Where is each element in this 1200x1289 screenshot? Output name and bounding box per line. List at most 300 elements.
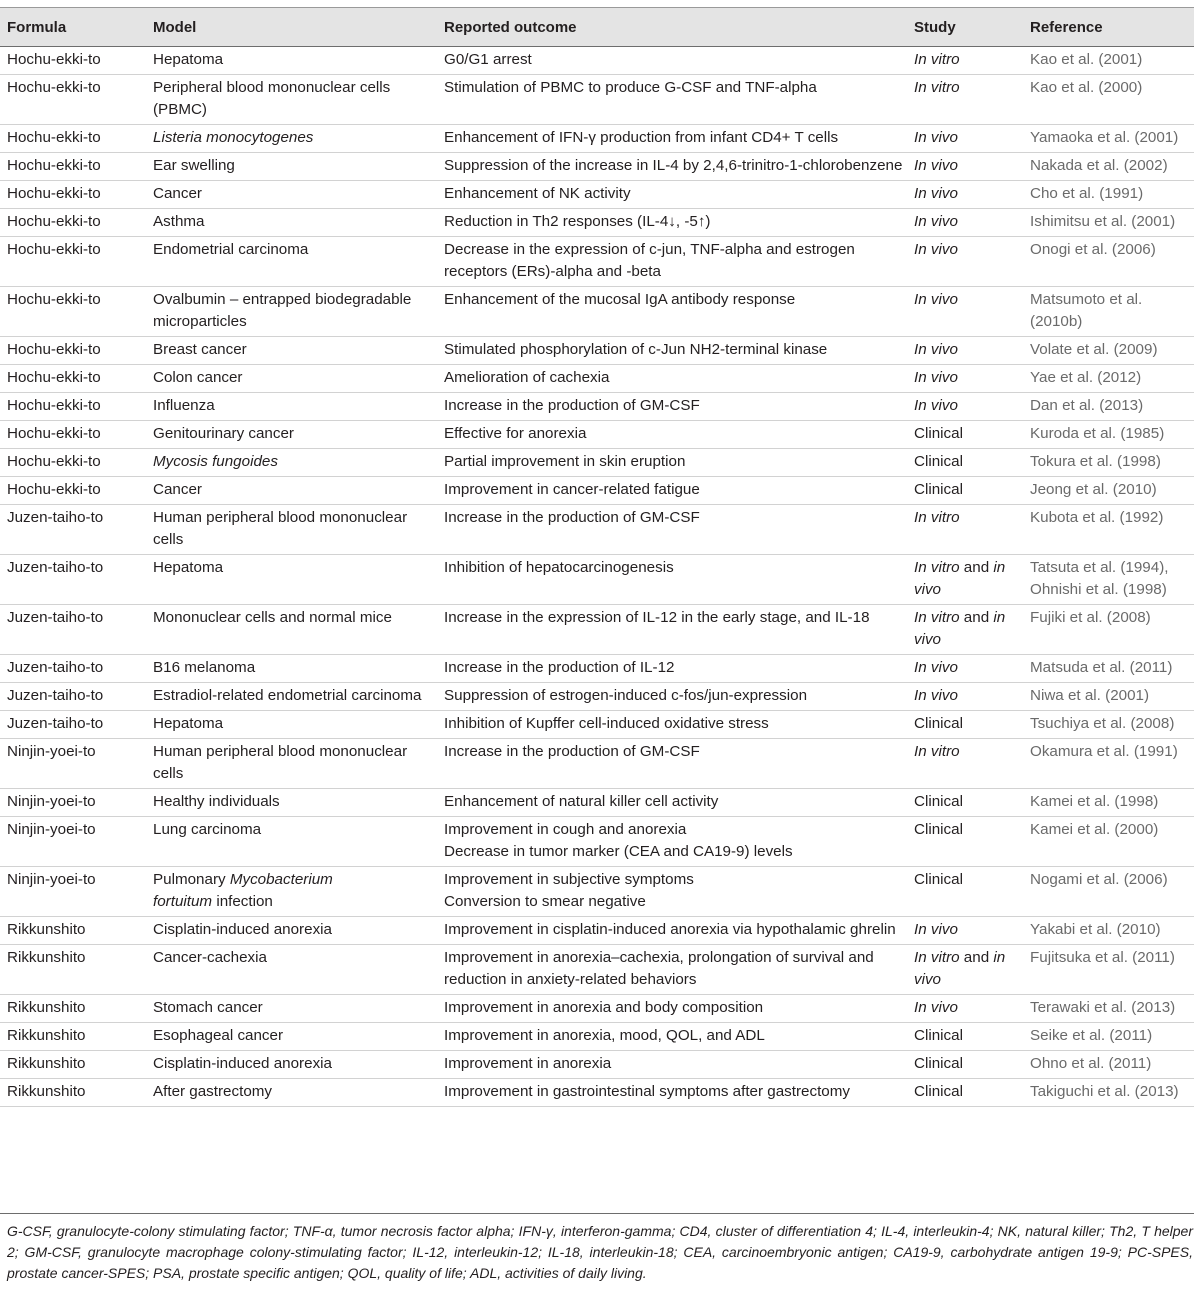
study-text: In vivo	[914, 999, 958, 1016]
reference-year-link[interactable]: 2013	[1136, 999, 1171, 1016]
model-text: Mononuclear cells and normal mice	[153, 609, 392, 626]
formula-text: Hochu-ekki-to	[7, 157, 101, 174]
reference-close: )	[1162, 871, 1168, 888]
formula-cell	[0, 711, 146, 739]
reference-year-link[interactable]: 2001	[1139, 129, 1174, 146]
outcome-text: Improvement in cancer-related fatigue	[444, 481, 700, 498]
reference-year-link[interactable]: 1994	[1125, 559, 1160, 576]
reference-year-link[interactable]: 2011	[1114, 1027, 1148, 1044]
study-cell	[907, 449, 1023, 477]
model-text: After gastrectomy	[153, 1083, 273, 1100]
table-row	[0, 287, 1194, 337]
model-text: Listeria monocytogenes	[153, 129, 314, 146]
model-text: Lung carcinoma	[153, 821, 262, 838]
reference-cell	[1023, 1079, 1194, 1107]
study-cell	[907, 789, 1023, 817]
reference-cell	[1023, 1051, 1194, 1079]
study-text: In vivo	[914, 129, 958, 146]
study-text: In vivo	[914, 341, 958, 358]
reference-author: Volate et al. (	[1030, 341, 1119, 358]
reference-year-link[interactable]: 1985	[1125, 425, 1160, 442]
formula-cell	[0, 365, 146, 393]
table-row	[0, 237, 1194, 287]
outcome-text: Amelioration of cachexia	[444, 369, 610, 386]
study-cell	[907, 605, 1023, 655]
reference-close: )	[1170, 213, 1176, 230]
reference-year-link[interactable]: 2010	[1117, 481, 1152, 498]
reference-author: Yae et al. (	[1030, 369, 1103, 386]
formula-cell	[0, 867, 146, 917]
reference-author: Kao et al. (	[1030, 51, 1104, 68]
model-cell	[146, 789, 437, 817]
formula-text: Juzen-taiho-to	[7, 659, 104, 676]
model-cell	[146, 47, 437, 75]
reference-close: )	[1169, 949, 1175, 966]
reference-author: Tsuchiya et al. (	[1030, 715, 1136, 732]
study-text: In vivo	[914, 157, 958, 174]
formula-table	[0, 7, 1194, 1107]
table-row	[0, 505, 1194, 555]
study-cell	[907, 421, 1023, 449]
formula-text: Rikkunshito	[7, 1027, 86, 1044]
outcome-text-2: Conversion to smear negative	[444, 893, 646, 910]
reference-year-link[interactable]: 1991	[1104, 185, 1139, 202]
table-row	[0, 209, 1194, 237]
reference-year-link[interactable]: 2008	[1135, 715, 1170, 732]
formula-text: Hochu-ekki-to	[7, 129, 101, 146]
model-text: Breast cancer	[153, 341, 247, 358]
reference-cell	[1023, 125, 1194, 153]
model-text: Peripheral blood mononuclear cells (PBMC)	[153, 79, 391, 118]
formula-text: Juzen-taiho-to	[7, 609, 104, 626]
study-text: Clinical	[914, 821, 963, 838]
study-cell	[907, 655, 1023, 683]
table-row	[0, 917, 1194, 945]
model-text: Hepatoma	[153, 51, 224, 68]
reference-close: )	[1155, 921, 1161, 938]
reference-close: )	[1146, 1055, 1152, 1072]
outcome-cell	[437, 739, 907, 789]
reference-year-link[interactable]: 1998	[1119, 793, 1154, 810]
reference-year-link[interactable]: 2011	[1137, 949, 1170, 966]
outcome-text: Increase in the production of GM-CSF	[444, 397, 700, 414]
model-text: Endometrial carcinoma	[153, 241, 309, 258]
model-cell	[146, 237, 437, 287]
outcome-text: Improvement in subjective symptoms	[444, 871, 694, 888]
formula-cell	[0, 287, 146, 337]
study-text: In vitro and in vivo	[914, 559, 1006, 598]
outcome-text: Improvement in cough and anorexia	[444, 821, 687, 838]
reference-author: Fujiki et al. (	[1030, 609, 1112, 626]
formula-text: Hochu-ekki-to	[7, 241, 101, 258]
model-text-italic: fortuitum	[153, 893, 213, 910]
table-row	[0, 789, 1194, 817]
model-cell	[146, 711, 437, 739]
outcome-cell	[437, 449, 907, 477]
reference-year-link[interactable]: 2008	[1111, 609, 1146, 626]
model-cell	[146, 287, 437, 337]
outcome-cell	[437, 789, 907, 817]
study-cell	[907, 47, 1023, 75]
outcome-cell	[437, 125, 907, 153]
formula-cell	[0, 337, 146, 365]
formula-text: Ninjin-yoei-to	[7, 871, 96, 888]
reference-author: Matsuda et al. (	[1030, 659, 1135, 676]
model-cell	[146, 683, 437, 711]
reference-author: Terawaki et al. (	[1030, 999, 1137, 1016]
model-cell	[146, 555, 437, 605]
study-cell	[907, 505, 1023, 555]
outcome-text: Increase in the production of GM-CSF	[444, 743, 700, 760]
outcome-cell	[437, 153, 907, 181]
model-cell	[146, 125, 437, 153]
reference-author: Tokura et al. (	[1030, 453, 1123, 470]
reference-cell	[1023, 477, 1194, 505]
reference-cell	[1023, 995, 1194, 1023]
reference-cell	[1023, 1023, 1194, 1051]
formula-text: Hochu-ekki-to	[7, 341, 101, 358]
outcome-cell	[437, 209, 907, 237]
reference-author: Kuroda et al. (	[1030, 425, 1126, 442]
outcome-cell	[437, 683, 907, 711]
table-row	[0, 477, 1194, 505]
table-row	[0, 75, 1194, 125]
reference-close: )	[1145, 609, 1151, 626]
study-cell	[907, 287, 1023, 337]
formula-cell	[0, 683, 146, 711]
reference-close: )	[1173, 129, 1179, 146]
formula-text: Rikkunshito	[7, 921, 86, 938]
reference-year-link[interactable]: 2013	[1104, 397, 1139, 414]
table-row	[0, 449, 1194, 477]
study-cell	[907, 867, 1023, 917]
reference-year-link[interactable]: 2000	[1103, 79, 1138, 96]
study-cell	[907, 683, 1023, 711]
table-header-row	[0, 8, 1194, 47]
reference-close: )	[1159, 425, 1165, 442]
model-cell	[146, 337, 437, 365]
study-text: In vitro and in vivo	[914, 609, 1006, 648]
reference-author: Dan et al. (	[1030, 397, 1105, 414]
model-cell	[146, 449, 437, 477]
study-text: In vitro and in vivo	[914, 949, 1006, 988]
reference-cell	[1023, 917, 1194, 945]
model-cell	[146, 365, 437, 393]
reference-cell	[1023, 237, 1194, 287]
formula-cell	[0, 505, 146, 555]
formula-text: Hochu-ekki-to	[7, 185, 101, 202]
formula-cell	[0, 1079, 146, 1107]
outcome-cell	[437, 75, 907, 125]
reference-author: Matsumoto et al. (	[1030, 291, 1143, 330]
model-cell	[146, 945, 437, 995]
reference-year-link[interactable]: 2001	[1110, 687, 1144, 704]
formula-cell	[0, 789, 146, 817]
study-text: In vivo	[914, 659, 958, 676]
outcome-cell	[437, 711, 907, 739]
reference-author: Nogami et al. (	[1030, 871, 1129, 888]
reference-author: Ohnishi et al. (	[1030, 581, 1128, 598]
formula-text: Juzen-taiho-to	[7, 687, 104, 704]
study-cell	[907, 1023, 1023, 1051]
formula-cell	[0, 209, 146, 237]
table-row	[0, 181, 1194, 209]
formula-cell	[0, 605, 146, 655]
outcome-text: Stimulated phosphorylation of c-Jun NH2-terminal kinase	[444, 341, 828, 358]
reference-author: Kamei et al. (	[1030, 793, 1120, 810]
reference-cell	[1023, 789, 1194, 817]
study-cell	[907, 181, 1023, 209]
outcome-cell	[437, 917, 907, 945]
reference-year-link[interactable]: 2012	[1102, 369, 1137, 386]
formula-text: Juzen-taiho-to	[7, 559, 104, 576]
study-text: In vivo	[914, 213, 958, 230]
formula-cell	[0, 237, 146, 287]
formula-cell	[0, 1023, 146, 1051]
reference-cell	[1023, 181, 1194, 209]
header-model: Model	[146, 8, 437, 47]
reference-year-link[interactable]: 2010b	[1035, 313, 1078, 330]
reference-author: Ohno et al. (	[1030, 1055, 1114, 1072]
model-text-italic: Mycobacterium	[229, 871, 333, 888]
reference-year-link[interactable]: 2001	[1136, 213, 1171, 230]
reference-close: )	[1173, 1083, 1179, 1100]
reference-close: )	[1136, 369, 1142, 386]
reference-author: Nakada et al. (	[1030, 157, 1129, 174]
reference-cell	[1023, 393, 1194, 421]
model-text: Human peripheral blood mononuclear cells	[153, 743, 408, 782]
reference-close: )	[1170, 999, 1176, 1016]
study-cell	[907, 125, 1023, 153]
reference-year-link[interactable]: 2011	[1113, 1055, 1147, 1072]
reference-year-link[interactable]: 2010	[1121, 921, 1156, 938]
table-row	[0, 739, 1194, 789]
reference-close: )	[1152, 341, 1158, 358]
outcome-text: Inhibition of Kupffer cell-induced oxidative stress	[444, 715, 769, 732]
reference-close: )	[1137, 51, 1143, 68]
model-text: Ear swelling	[153, 157, 235, 174]
model-cell	[146, 393, 437, 421]
study-cell	[907, 153, 1023, 181]
model-cell	[146, 739, 437, 789]
study-cell	[907, 75, 1023, 125]
table-row	[0, 1023, 1194, 1051]
reference-cell	[1023, 421, 1194, 449]
reference-year-link[interactable]: 1992	[1124, 509, 1159, 526]
model-text: Esophageal cancer	[153, 1027, 284, 1044]
reference-year-link[interactable]: 1998	[1122, 453, 1156, 470]
study-text: In vivo	[914, 185, 958, 202]
model-text: Hepatoma	[153, 715, 224, 732]
formula-cell	[0, 1051, 146, 1079]
formula-cell	[0, 125, 146, 153]
table-row	[0, 1051, 1194, 1079]
outcome-text: Improvement in gastrointestinal symptoms after gastrectomy	[444, 1083, 850, 1100]
outcome-cell	[437, 337, 907, 365]
model-cell	[146, 655, 437, 683]
reference-cell	[1023, 505, 1194, 555]
reference-close: )	[1162, 157, 1168, 174]
outcome-text: Effective for anorexia	[444, 425, 587, 442]
table-row	[0, 365, 1194, 393]
outcome-text: G0/G1 arrest	[444, 51, 532, 68]
reference-close: )	[1158, 509, 1164, 526]
reference-cell	[1023, 449, 1194, 477]
reference-cell	[1023, 683, 1194, 711]
outcome-cell	[437, 237, 907, 287]
outcome-cell	[437, 421, 907, 449]
formula-cell	[0, 555, 146, 605]
outcome-cell	[437, 655, 907, 683]
formula-cell	[0, 421, 146, 449]
reference-cell	[1023, 605, 1194, 655]
model-cell	[146, 917, 437, 945]
study-cell	[907, 817, 1023, 867]
reference-year-link[interactable]: 2002	[1128, 157, 1163, 174]
reference-cell	[1023, 817, 1194, 867]
reference-cell	[1023, 867, 1194, 917]
outcome-cell	[437, 287, 907, 337]
reference-author: Niwa et al. (	[1030, 687, 1111, 704]
reference-cell	[1023, 75, 1194, 125]
outcome-text: Suppression of the increase in IL-4 by 2,4,6-trinitro-1-chlorobenzene	[444, 157, 903, 174]
reference-author: Kamei et al. (	[1030, 821, 1120, 838]
reference-year-link[interactable]: 1991	[1138, 743, 1173, 760]
reference-close: )	[1137, 79, 1143, 96]
outcome-text: Enhancement of the mucosal IgA antibody response	[444, 291, 796, 308]
table-footnote: G-CSF, granulocyte-colony stimulating factor; TNF-α, tumor necrosis factor alpha; IFN-γ, interferon-gamma; CD4, cluster of differentiation 4; IL-4, interleukin-4; NK, natural killer; Th2, T helper 2; GM-CSF, granulocyte macrophage colony-stimulating factor; IL-12, interleukin-12; IL-18, interleukin-18; CEA, carcinoembryonic antigen; CA19-9, carbohydrate antigen 19-9; PC-SPES, prostate cancer-SPES; PSA, prostate specific antigen; QOL, quality of life; ADL, activities of daily living.	[7, 1223, 1193, 1281]
formula-text: Hochu-ekki-to	[7, 453, 101, 470]
reference-close: )	[1151, 481, 1157, 498]
model-cell	[146, 477, 437, 505]
reference-cell	[1023, 337, 1194, 365]
model-text: Mycosis fungoides	[153, 453, 278, 470]
formula-cell	[0, 153, 146, 181]
reference-year-link[interactable]: 2006	[1128, 871, 1163, 888]
model-text: Cancer-cachexia	[153, 949, 267, 966]
reference-close: )	[1167, 659, 1173, 676]
header-study: Study	[907, 8, 1023, 47]
reference-cell	[1023, 555, 1194, 605]
formula-cell	[0, 47, 146, 75]
study-text: Clinical	[914, 453, 963, 470]
reference-close: )	[1138, 185, 1144, 202]
table-row	[0, 683, 1194, 711]
reference-close: )	[1153, 821, 1159, 838]
reference-close: )	[1077, 313, 1083, 330]
formula-text: Hochu-ekki-to	[7, 369, 101, 386]
reference-close: )	[1153, 793, 1159, 810]
table-row	[0, 153, 1194, 181]
outcome-text-2: Decrease in tumor marker (CEA and CA19-9) levels	[444, 843, 793, 860]
model-cell	[146, 867, 437, 917]
study-text: Clinical	[914, 793, 963, 810]
header-reference: Reference	[1023, 8, 1194, 47]
study-cell	[907, 365, 1023, 393]
formula-cell	[0, 945, 146, 995]
reference-year-link[interactable]: 2000	[1119, 821, 1154, 838]
reference-author: Onogi et al. (	[1030, 241, 1117, 258]
formula-cell	[0, 477, 146, 505]
study-text: In vivo	[914, 241, 958, 258]
model-text: Cisplatin-induced anorexia	[153, 1055, 332, 1072]
outcome-cell	[437, 1079, 907, 1107]
formula-text: Hochu-ekki-to	[7, 425, 101, 442]
reference-year-link[interactable]: 2006	[1116, 241, 1151, 258]
model-text: Genitourinary cancer	[153, 425, 294, 442]
study-cell	[907, 477, 1023, 505]
table-body	[0, 47, 1194, 1107]
model-text-post: infection	[212, 893, 273, 910]
reference-author: Seike et al. (	[1030, 1027, 1115, 1044]
formula-text: Juzen-taiho-to	[7, 715, 104, 732]
reference-year-link[interactable]: 2001	[1103, 51, 1138, 68]
formula-text: Hochu-ekki-to	[7, 291, 101, 308]
formula-text: Hochu-ekki-to	[7, 79, 101, 96]
outcome-text: Increase in the production of GM-CSF	[444, 509, 700, 526]
study-cell	[907, 209, 1023, 237]
model-cell	[146, 1023, 437, 1051]
study-cell	[907, 237, 1023, 287]
reference-cell	[1023, 287, 1194, 337]
table-row	[0, 605, 1194, 655]
reference-cell	[1023, 655, 1194, 683]
study-text: Clinical	[914, 425, 963, 442]
outcome-text: Improvement in anorexia	[444, 1055, 612, 1072]
model-cell	[146, 181, 437, 209]
formula-text: Juzen-taiho-to	[7, 509, 104, 526]
header-formula: Formula	[0, 8, 146, 47]
outcome-text: Inhibition of hepatocarcinogenesis	[444, 559, 674, 576]
outcome-cell	[437, 867, 907, 917]
header-outcome: Reported outcome	[437, 8, 907, 47]
formula-cell	[0, 995, 146, 1023]
table-row	[0, 47, 1194, 75]
outcome-text: Improvement in anorexia–cachexia, prolongation of survival and reduction in anxiety-related behaviors	[444, 949, 874, 988]
study-cell	[907, 995, 1023, 1023]
outcome-cell	[437, 1051, 907, 1079]
model-text: Influenza	[153, 397, 215, 414]
outcome-cell	[437, 1023, 907, 1051]
model-text: B16 melanoma	[153, 659, 256, 676]
table-bottom-rule	[0, 1213, 1194, 1214]
table-row	[0, 421, 1194, 449]
study-text: Clinical	[914, 1027, 963, 1044]
model-cell	[146, 1051, 437, 1079]
reference-year-link[interactable]: 1998	[1127, 581, 1162, 598]
study-cell	[907, 555, 1023, 605]
reference-author: Fujitsuka et al. (	[1030, 949, 1138, 966]
outcome-cell	[437, 477, 907, 505]
reference-year-link[interactable]: 2013	[1139, 1083, 1174, 1100]
formula-text: Ninjin-yoei-to	[7, 793, 96, 810]
model-text: Cancer	[153, 185, 202, 202]
reference-year-link[interactable]: 2011	[1134, 659, 1168, 676]
formula-text: Rikkunshito	[7, 1055, 86, 1072]
reference-author: Tatsuta et al. (	[1030, 559, 1126, 576]
outcome-text: Improvement in cisplatin-induced anorexia via hypothalamic ghrelin	[444, 921, 896, 938]
outcome-text: Enhancement of IFN-γ production from infant CD4+ T cells	[444, 129, 839, 146]
study-text: In vivo	[914, 921, 958, 938]
reference-year-link[interactable]: 2009	[1118, 341, 1153, 358]
model-cell	[146, 421, 437, 449]
formula-cell	[0, 393, 146, 421]
model-cell	[146, 209, 437, 237]
reference-author: Yakabi et al. (	[1030, 921, 1122, 938]
reference-cell	[1023, 47, 1194, 75]
outcome-text: Partial improvement in skin eruption	[444, 453, 686, 470]
model-text: Ovalbumin – entrapped biodegradable microparticles	[153, 291, 412, 330]
